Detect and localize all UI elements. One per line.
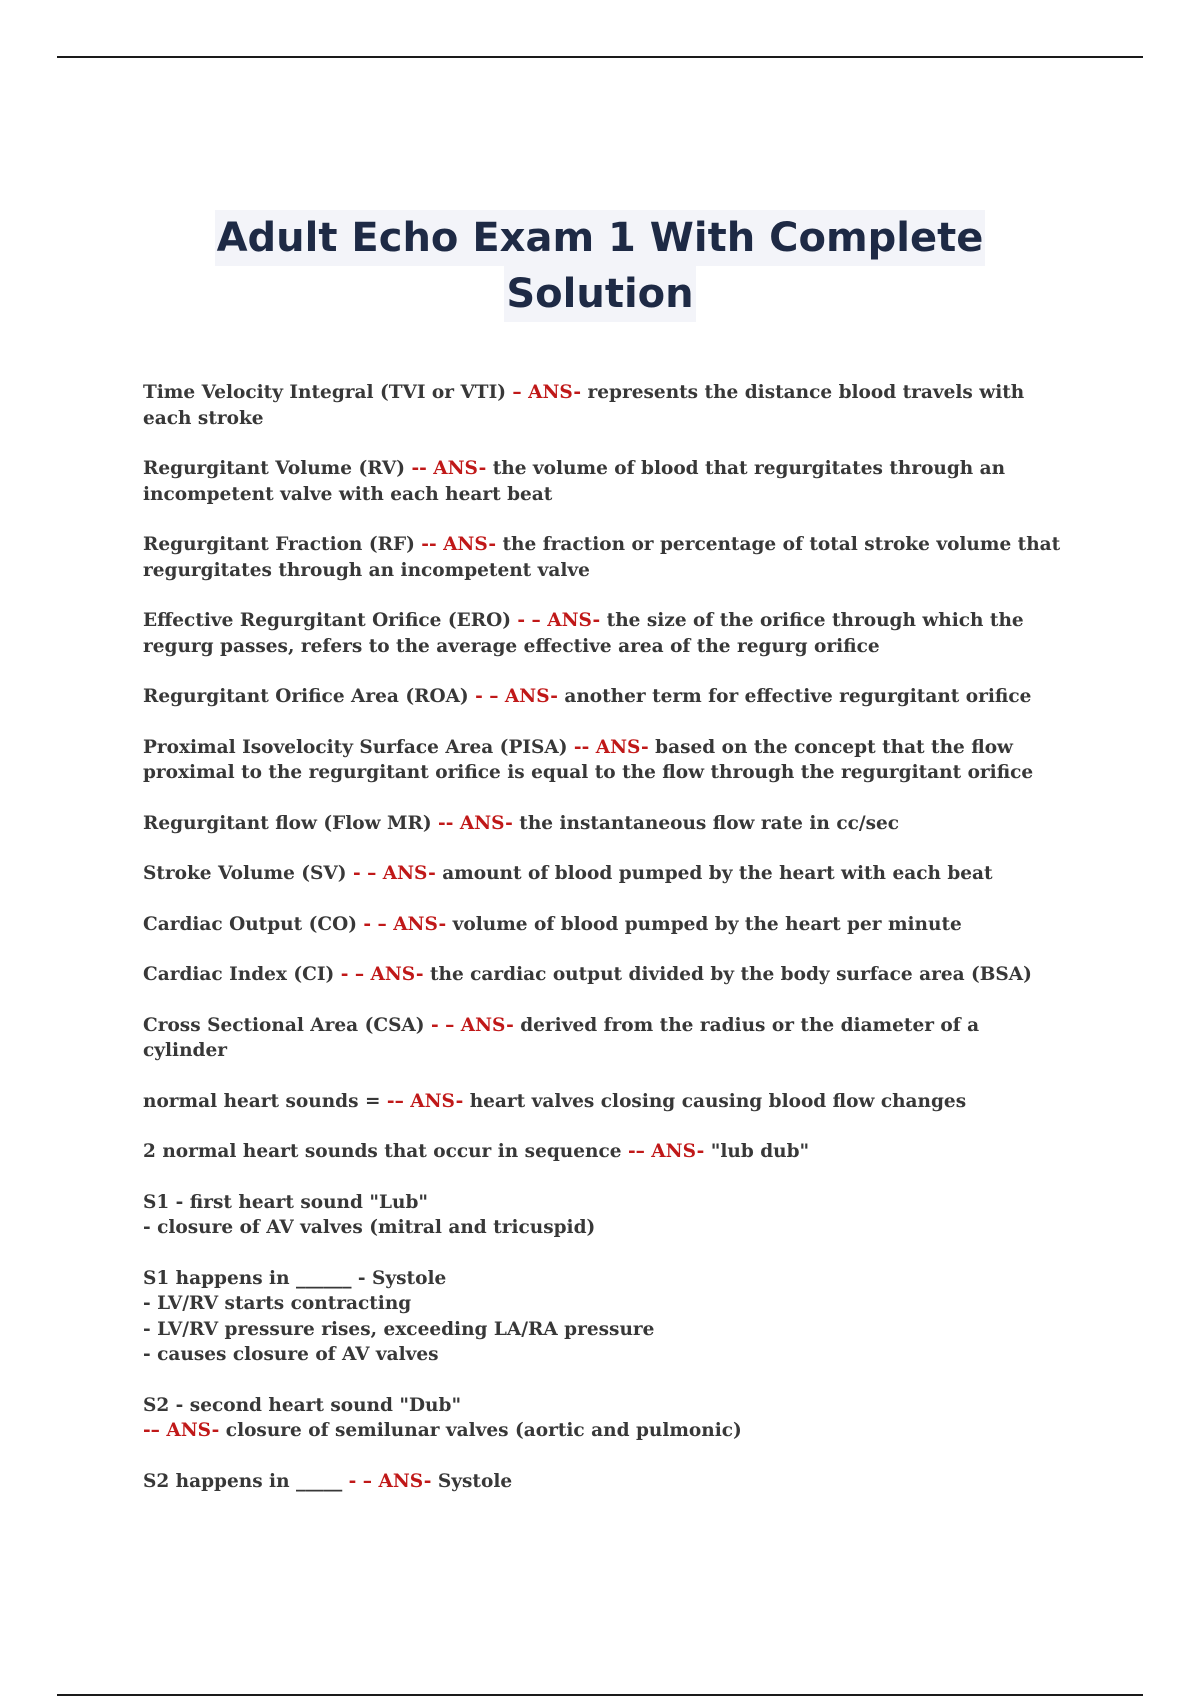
qa-answer: represents the distance blood travels with each stroke [143,382,1025,429]
qa-term: normal heart sounds = [143,1090,387,1112]
qa-term: Effective Regurgitant Orifice (ERO) [143,610,518,631]
qa-term: Time Velocity Integral (TVI or VTI) [143,382,513,403]
ans-marker: – ANS- [512,382,582,403]
s1-line-2: - closure of AV valves (mitral and tricuspid) [143,1217,596,1238]
qa-answer: volume of blood pumped by the heart per minute [446,913,962,935]
ans-marker: - – ANS- [430,1014,514,1036]
ans-marker: -– ANS- [143,1420,220,1441]
qa-answer: amount of blood pumped by the heart with each beat [435,863,993,884]
qa-list [143,380,1063,1519]
s1-block [143,1190,1063,1241]
ans-marker: - – ANS- [475,686,558,707]
s1-line-1: S1 - first heart sound "Lub" [143,1191,429,1213]
qa-answer: heart valves closing causing blood flow changes [463,1090,967,1112]
qa-item [143,861,1063,887]
qa-item [143,456,1063,507]
qa-answer: Systole [431,1470,513,1492]
qa-item [143,1139,1063,1165]
qa-answer: the size of the orifice through which the regurg passes, refers to the average effective area of the regurg orifice [143,610,1024,657]
qa-term: 2 normal heart sounds that occur in sequence [143,1141,628,1162]
qa-item [143,962,1063,988]
qa-answer: "lub dub" [704,1141,810,1162]
ans-marker: -- ANS- [438,812,513,834]
qa-item [143,912,1063,938]
ans-marker: - – ANS- [348,1470,432,1492]
qa-term: Cross Sectional Area (CSA) [143,1014,431,1036]
s1-happens-line-2: - LV/RV starts contracting [143,1293,412,1314]
qa-term: Regurgitant Volume (RV) [143,458,412,479]
qa-answer: the volume of blood that regurgitates through an incompetent valve with each heart beat [143,458,1006,505]
qa-answer: the cardiac output divided by the body surface area (BSA) [423,964,1032,985]
ans-marker: - – ANS- [517,610,601,631]
qa-answer: the fraction or percentage of total stroke volume that regurgitates through an incompetent valve [143,534,1061,581]
title-line-2: Solution [504,266,695,322]
qa-answer: the instantaneous flow rate in cc/sec [512,812,900,834]
title-line-1: Adult Echo Exam 1 With Complete [215,210,986,266]
s2-happens-block [143,1469,1063,1495]
ans-marker: -- ANS- [573,736,649,758]
ans-marker: -– ANS- [627,1141,705,1162]
document-title [0,210,1200,322]
qa-term: Regurgitant flow (Flow MR) [143,812,439,834]
qa-answer: closure of semilunar valves (aortic and pulmonic) [219,1420,742,1441]
qa-item [143,380,1063,431]
s1-happens-line-1: S1 happens in ______ - Systole [143,1267,447,1289]
qa-item [143,608,1063,659]
qa-answer: another term for effective regurgitant orifice [557,686,1032,707]
ans-marker: - – ANS- [363,913,447,935]
ans-marker: -- ANS- [411,458,487,479]
qa-item [143,811,1063,837]
s1-happens-block [143,1266,1063,1368]
qa-term: Proximal Isovelocity Surface Area (PISA) [143,736,574,758]
qa-term: Regurgitant Fraction (RF) [143,534,422,555]
qa-answer: derived from the radius or the diameter of a cylinder [143,1014,980,1061]
qa-item [143,735,1063,786]
qa-answer: based on the concept that the flow proximal to the regurgitant orifice is equal to the flow through the regurgitant orifice [143,736,1034,783]
s2-line-1: S2 - second heart sound "Dub" [143,1394,462,1416]
qa-item [143,532,1063,583]
s1-happens-line-4: - causes closure of AV valves [143,1344,439,1365]
qa-item [143,684,1063,710]
ans-marker: - – ANS- [352,863,436,884]
qa-term: Regurgitant Orifice Area (ROA) [143,686,476,707]
s2-line-2 [143,1418,1063,1444]
ans-marker: -– ANS- [386,1090,464,1112]
ans-marker: -- ANS- [421,534,497,555]
header-rule [57,56,1143,58]
qa-term: Stroke Volume (SV) [143,863,353,884]
qa-term: Cardiac Output (CO) [143,913,364,935]
qa-item [143,1013,1063,1064]
footer-rule [57,1694,1143,1696]
qa-term: Cardiac Index (CI) [143,964,341,985]
ans-marker: - – ANS- [340,964,424,985]
s1-happens-line-3: - LV/RV pressure rises, exceeding LA/RA pressure [143,1318,655,1340]
s2-block [143,1393,1063,1444]
qa-item [143,1089,1063,1115]
qa-term: S2 happens in _____ [143,1470,349,1492]
